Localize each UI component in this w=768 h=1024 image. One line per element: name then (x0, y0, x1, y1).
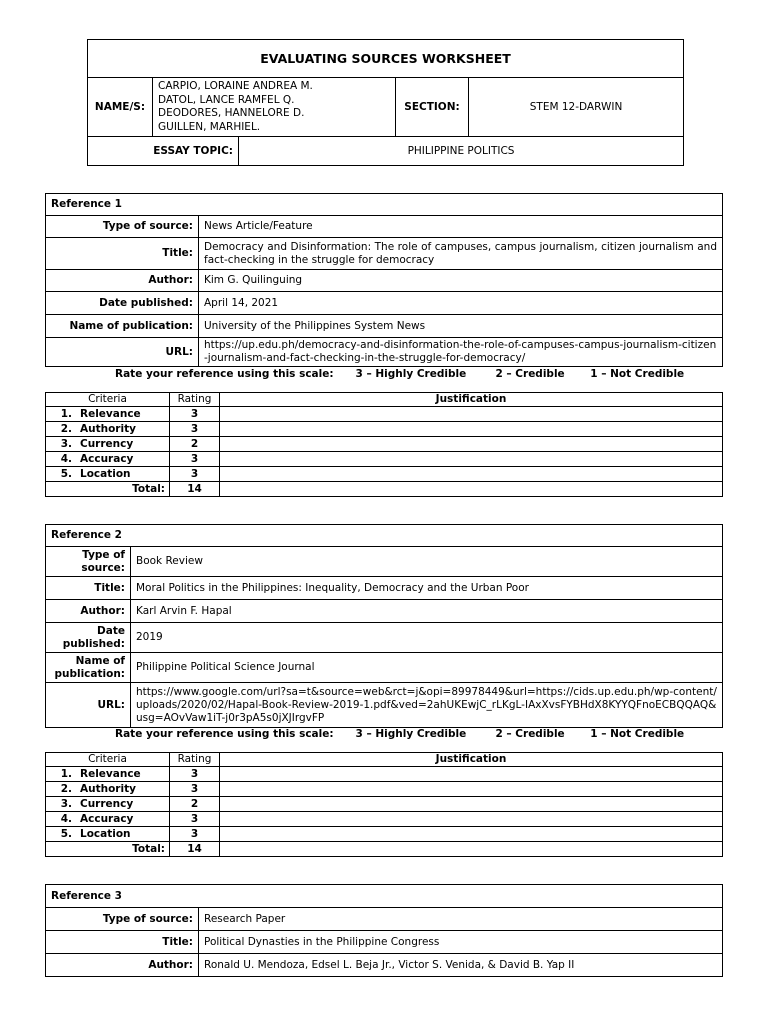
criteria-header: Criteria (46, 753, 170, 767)
justification-cell[interactable] (220, 422, 723, 437)
reference-2-table (45, 524, 723, 728)
total-value: 14 (170, 842, 220, 857)
table-row (46, 407, 723, 422)
total-row (46, 482, 723, 497)
author-label: Author: (46, 600, 131, 623)
criterion-label: Location (80, 827, 131, 840)
criterion-label: Currency (80, 797, 134, 810)
title-label: Title: (46, 577, 131, 600)
criterion-number: 3. (60, 797, 72, 810)
table-row (46, 767, 723, 782)
date-label: Date published: (46, 292, 199, 315)
justification-cell[interactable] (220, 827, 723, 842)
url-label: URL: (46, 338, 199, 367)
publication-value: University of the Philippines System News (199, 315, 723, 338)
names-label: NAME/S: (88, 78, 153, 137)
total-label: Total: (46, 842, 170, 857)
table-row (46, 467, 723, 482)
section-label: SECTION: (396, 78, 469, 137)
author-label: Author: (46, 270, 199, 292)
justification-cell[interactable] (220, 482, 723, 497)
criterion-label: Relevance (80, 407, 141, 420)
criterion-number: 3. (60, 437, 72, 450)
rating-value: 3 (170, 827, 220, 842)
criterion-label: Authority (80, 422, 136, 435)
criteria-table-2 (45, 752, 723, 857)
criterion-label: Relevance (80, 767, 141, 780)
scale-prompt: Rate your reference using this scale: (115, 368, 334, 380)
author-value: Karl Arvin F. Hapal (131, 600, 723, 623)
worksheet-title: EVALUATING SOURCES WORKSHEET (88, 40, 684, 78)
rating-scale-2 (115, 728, 684, 740)
publication-value: Philippine Political Science Journal (131, 653, 723, 683)
section-value: STEM 12-DARWIN (469, 78, 684, 137)
rating-value: 3 (170, 782, 220, 797)
date-label: Date published: (46, 623, 131, 653)
reference-3-table (45, 884, 723, 977)
url-value: https://www.google.com/url?sa=t&source=web&rct=j&opi=89978449&url=https://cids.up.edu.ph/wp-content/uploads/2020/02/Hapal-Book-Review-2019-1.pdf&ved=2ahUKEwjC_rLKgL-IAxXvsFYBHdX8KYYQFnoECBQQAQ&usg=AOvVaw1iT-j0r3pA5s0jXJIrgvFP (131, 683, 723, 728)
total-row (46, 842, 723, 857)
table-row (46, 812, 723, 827)
criterion-number: 5. (60, 827, 72, 840)
criteria-table-1 (45, 392, 723, 497)
scale-high: 3 – Highly Credible (355, 728, 467, 740)
reference-1-table (45, 193, 723, 367)
date-value: April 14, 2021 (199, 292, 723, 315)
justification-cell[interactable] (220, 842, 723, 857)
header-table (87, 39, 684, 166)
title-value: Democracy and Disinformation: The role of campuses, campus journalism, citizen journalism and fact-checking in the struggle for democracy (199, 238, 723, 270)
name-3: DEODORES, HANNELORE D. (158, 107, 305, 119)
rating-header: Rating (170, 393, 220, 407)
criterion-label: Accuracy (80, 812, 134, 825)
rating-scale-1 (115, 368, 684, 380)
justification-cell[interactable] (220, 812, 723, 827)
names-cell (153, 78, 396, 137)
criterion-number: 2. (60, 782, 72, 795)
title-label: Title: (46, 931, 199, 954)
criteria-header: Criteria (46, 393, 170, 407)
scale-mid: 2 – Credible (495, 368, 565, 380)
scale-high: 3 – Highly Credible (355, 368, 467, 380)
url-label: URL: (46, 683, 131, 728)
title-value: Political Dynasties in the Philippine Congress (199, 931, 723, 954)
name-4: GUILLEN, MARHIEL. (158, 120, 261, 133)
reference-1-heading: Reference 1 (46, 194, 723, 216)
justification-cell[interactable] (220, 452, 723, 467)
table-row (46, 452, 723, 467)
date-value: 2019 (131, 623, 723, 653)
type-label: Type of source: (46, 547, 131, 577)
rating-header: Rating (170, 753, 220, 767)
criterion-number: 4. (60, 452, 72, 465)
rating-value: 3 (170, 407, 220, 422)
topic-label: ESSAY TOPIC: (88, 137, 239, 166)
scale-mid: 2 – Credible (495, 728, 565, 740)
reference-2-heading: Reference 2 (46, 525, 723, 547)
justification-cell[interactable] (220, 782, 723, 797)
url-value: https://up.edu.ph/democracy-and-disinformation-the-role-of-campuses-campus-journalism-citizen-journalism-and-fact-checking-in-the-struggle-for-democracy/ (199, 338, 723, 367)
criterion-number: 1. (60, 407, 72, 420)
name-1: CARPIO, LORAINE ANDREA M. (158, 80, 313, 92)
justification-cell[interactable] (220, 407, 723, 422)
table-row (46, 797, 723, 812)
criterion-label: Authority (80, 782, 136, 795)
author-value: Ronald U. Mendoza, Edsel L. Beja Jr., Victor S. Venida, & David B. Yap II (199, 954, 723, 977)
scale-low: 1 – Not Credible (590, 368, 685, 380)
rating-value: 2 (170, 797, 220, 812)
topic-value: PHILIPPINE POLITICS (239, 137, 684, 166)
publication-label: Name of publication: (46, 315, 199, 338)
justification-cell[interactable] (220, 767, 723, 782)
total-value: 14 (170, 482, 220, 497)
rating-value: 3 (170, 452, 220, 467)
reference-3-heading: Reference 3 (46, 885, 723, 908)
criterion-label: Currency (80, 437, 134, 450)
rating-value: 3 (170, 812, 220, 827)
type-value: News Article/Feature (199, 216, 723, 238)
type-value: Research Paper (199, 908, 723, 931)
type-label: Type of source: (46, 908, 199, 931)
table-row (46, 422, 723, 437)
criterion-number: 5. (60, 467, 72, 480)
criterion-label: Location (80, 467, 131, 480)
publication-label: Name of publication: (46, 653, 131, 683)
justification-header: Justification (220, 393, 723, 407)
criterion-number: 1. (60, 767, 72, 780)
rating-value: 2 (170, 437, 220, 452)
rating-value: 3 (170, 422, 220, 437)
table-row (46, 437, 723, 452)
criterion-label: Accuracy (80, 452, 134, 465)
scale-prompt: Rate your reference using this scale: (115, 728, 334, 740)
criterion-number: 2. (60, 422, 72, 435)
total-label: Total: (46, 482, 170, 497)
type-label: Type of source: (46, 216, 199, 238)
justification-cell[interactable] (220, 797, 723, 812)
author-label: Author: (46, 954, 199, 977)
justification-cell[interactable] (220, 467, 723, 482)
type-value: Book Review (131, 547, 723, 577)
table-row (46, 827, 723, 842)
name-2: DATOL, LANCE RAMFEL Q. (158, 93, 295, 106)
title-label: Title: (46, 238, 199, 270)
title-value: Moral Politics in the Philippines: Inequality, Democracy and the Urban Poor (131, 577, 723, 600)
justification-header: Justification (220, 753, 723, 767)
rating-value: 3 (170, 767, 220, 782)
rating-value: 3 (170, 467, 220, 482)
criterion-number: 4. (60, 812, 72, 825)
author-value: Kim G. Quilinguing (199, 270, 723, 292)
scale-low: 1 – Not Credible (590, 728, 685, 740)
justification-cell[interactable] (220, 437, 723, 452)
table-row (46, 782, 723, 797)
